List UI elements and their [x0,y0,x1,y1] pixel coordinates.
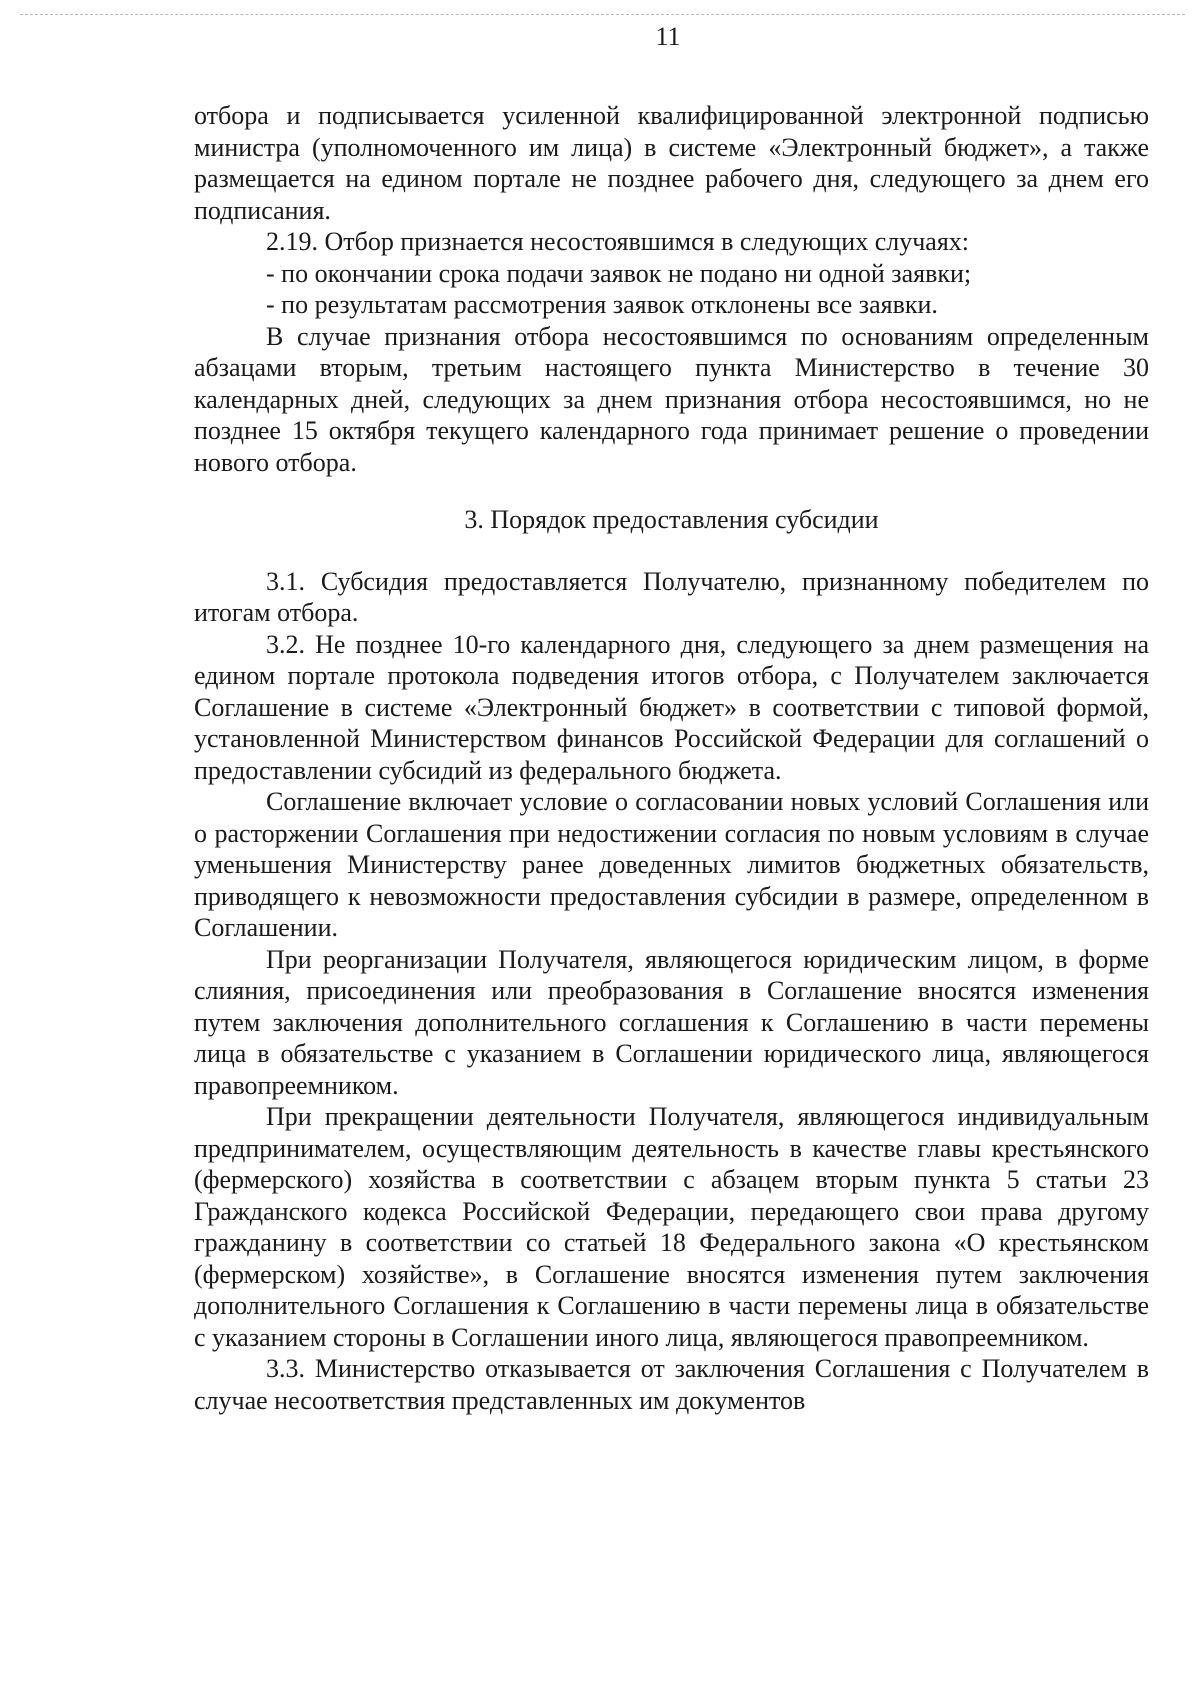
paragraph-reorganization: При реорганизации Получателя, являющегося юридическим лицом, в форме слияния, присоединения или преобразования в Соглашение вносятся изменения путем заключения дополнительного соглашения к Соглашению в части перемены лица в обязательстве с указанием в Соглашении юридического лица, являющегося правопреемником. [194,944,1149,1100]
paragraph-3-2: 3.2. Не позднее 10-го календарного дня, следующего за днем размещения на едином портале протокола подведения итогов отбора, с Получателем заключается Соглашение в системе «Электронный бюджет» в соответствии с типовой формой, установленной Министерством финансов Российской Федерации для соглашений о предоставлении субсидий из федерального бюджета. [194,629,1149,785]
paragraph-new-selection: В случае признания отбора несостоявшимся по основаниям определенным абзацами вторым, третьим настоящего пункта Министерство в течение 30 календарных дней, следующих за днем признания отбора несостоявшимся, но не позднее 15 октября текущего календарного года принимает решение о проведении нового отбора. [194,321,1149,477]
paragraph-agreement-conditions: Соглашение включает условие о согласовании новых условий Соглашения или о расторжении Соглашения при недостижении согласия по новым условиям в случае уменьшения Министерству ранее доведенных лимитов бюджетных обязательств, приводящего к невозможности предоставления субсидии в размере, определенном в Соглашении. [194,787,1149,942]
page-number: 11 [655,22,681,51]
paragraph-continuation: отбора и подписывается усиленной квалифицированной электронной подписью министра (уполномоченного им лица) в системе «Электронный бюджет», а также размещается на едином портале не позднее рабочего дня, следующего за днем его подписания. [194,101,1149,225]
list-item-no-applications: - по окончании срока подачи заявок не подано ни одной заявки; [266,258,972,288]
scan-artifact-line [20,14,1185,15]
section-heading: 3. Порядок предоставления субсидии [464,505,879,534]
document-body [194,100,1149,1416]
paragraph-termination: При прекращении деятельности Получателя, являющегося индивидуальным предпринимателем, осуществляющим деятельность в качестве главы крестьянского (фермерского) хозяйства в соответствии с абзацем вторым пункта 5 статьи 23 Гражданского кодекса Российской Федерации, передающего свои права другому гражданину в соответствии со статьей 18 Федерального закона «О крестьянском (фермерском) хозяйстве», в Соглашение вносятся изменения путем заключения дополнительного Соглашения к Соглашению в части перемены лица в обязательстве с указанием стороны в Соглашении иного лица, являющегося правопреемником. [194,1102,1149,1352]
list-item-all-rejected: - по результатам рассмотрения заявок отклонены все заявки. [266,290,938,319]
paragraph-3-1: 3.1. Субсидия предоставляется Получателю, признанному победителем по итогам отбора. [194,566,1149,627]
paragraph-3-3: 3.3. Министерство отказывается от заключения Соглашения с Получателем в случае несоответствия представленных им документов [194,1354,1149,1415]
paragraph-2-19: 2.19. Отбор признается несостоявшимся в следующих случаях: [266,227,970,256]
